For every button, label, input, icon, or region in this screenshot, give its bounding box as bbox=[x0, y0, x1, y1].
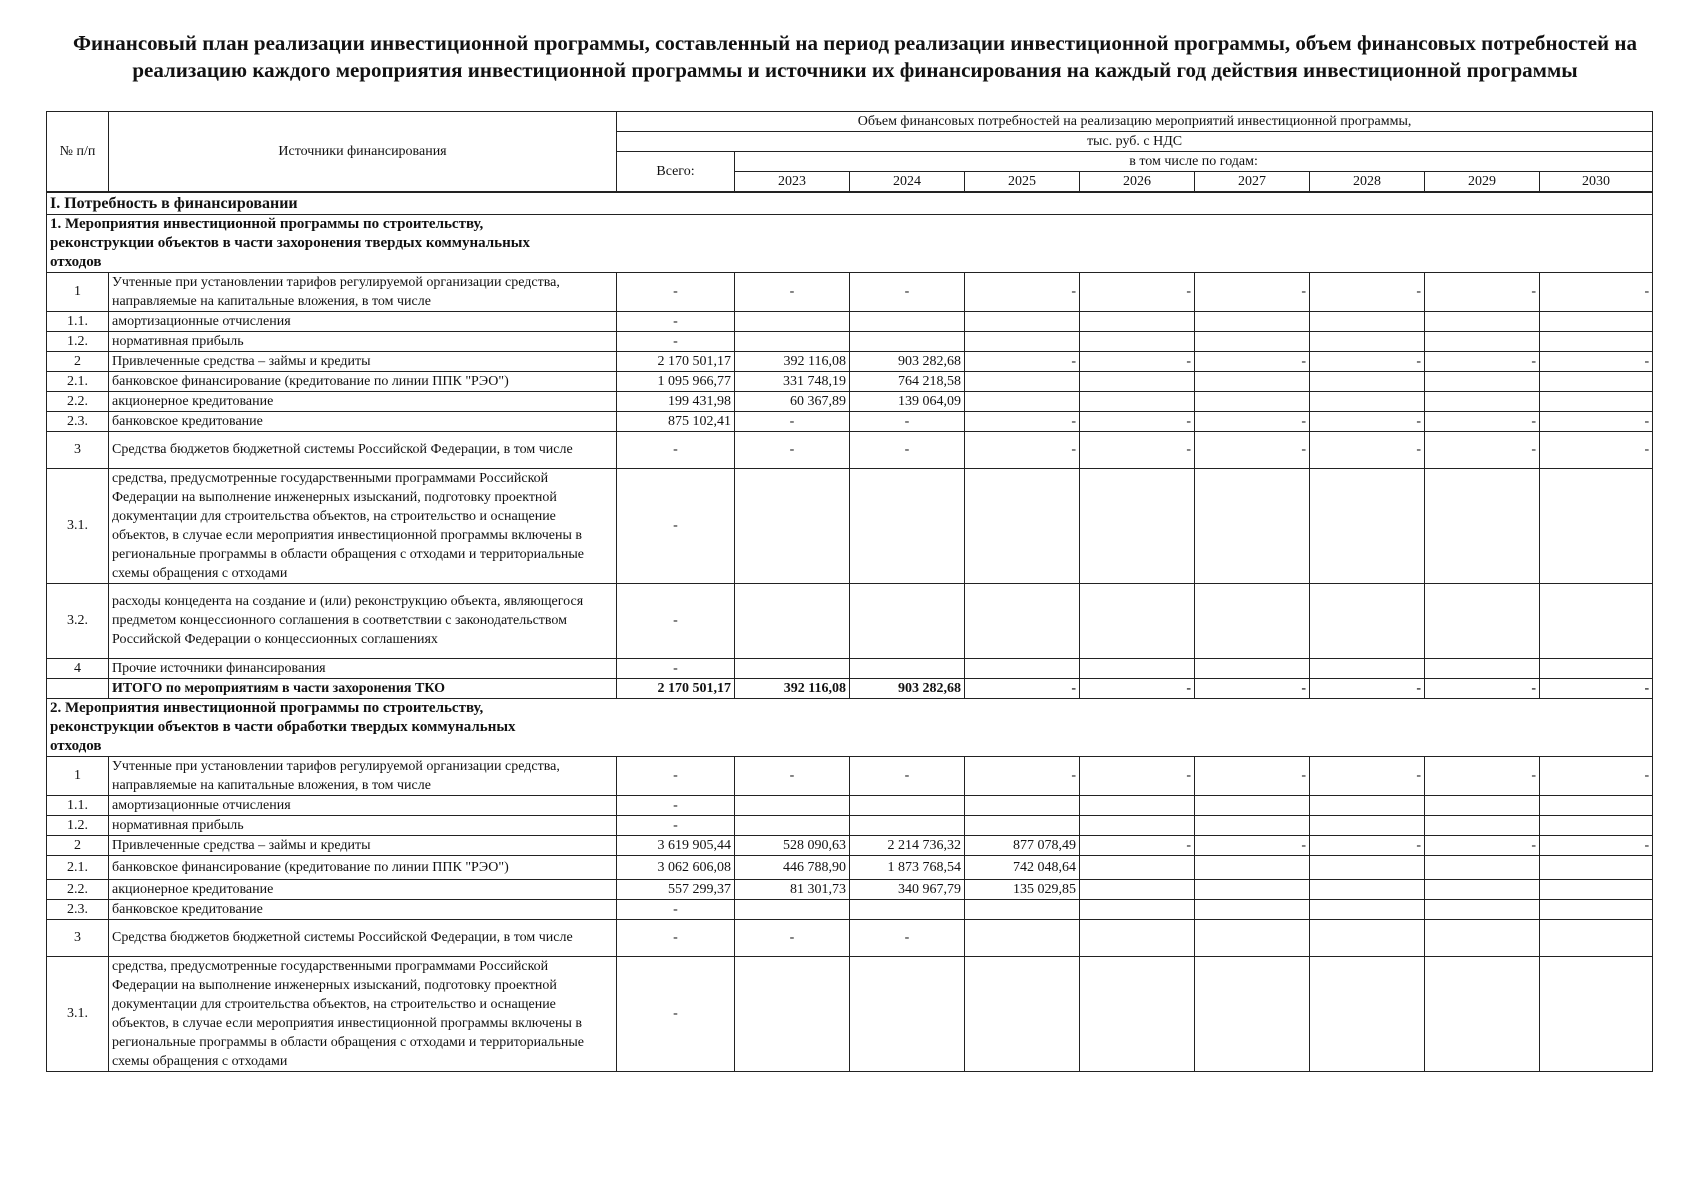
row-total: 3 062 606,08 bbox=[617, 855, 735, 879]
row-year-value bbox=[1080, 795, 1195, 815]
row-year-value: 764 218,58 bbox=[850, 371, 965, 391]
row-number: 2.3. bbox=[47, 899, 109, 919]
row-year-value bbox=[735, 795, 850, 815]
row-year-value bbox=[1310, 371, 1425, 391]
row-year-value: 742 048,64 bbox=[965, 855, 1080, 879]
row-year-value bbox=[1195, 879, 1310, 899]
row-source-label: Учтенные при установлении тарифов регулируемой организации средства, направляемые на капитальные вложения, в том числе bbox=[109, 756, 617, 795]
row-number: 2.1. bbox=[47, 371, 109, 391]
row-year-value: - bbox=[735, 272, 850, 311]
row-year-value bbox=[1425, 331, 1540, 351]
row-year-value: - bbox=[850, 756, 965, 795]
row-year-value bbox=[1080, 919, 1195, 956]
row-year-value: - bbox=[1195, 835, 1310, 855]
row-number: 1.1. bbox=[47, 795, 109, 815]
row-total: - bbox=[617, 756, 735, 795]
row-year-value bbox=[1540, 795, 1653, 815]
row-year-value bbox=[735, 311, 850, 331]
row-source-label: банковское финансирование (кредитование по линии ППК "РЭО") bbox=[109, 371, 617, 391]
table-row bbox=[47, 311, 1653, 331]
row-year-value bbox=[1080, 331, 1195, 351]
row-number: 3 bbox=[47, 431, 109, 468]
row-year-value: - bbox=[1080, 431, 1195, 468]
row-year-value bbox=[1540, 391, 1653, 411]
row-year-value bbox=[1195, 855, 1310, 879]
table-row bbox=[47, 756, 1653, 795]
row-year-value bbox=[1080, 658, 1195, 678]
row-year-value bbox=[1425, 371, 1540, 391]
table-row bbox=[47, 815, 1653, 835]
row-year-value: 60 367,89 bbox=[735, 391, 850, 411]
row-year-value bbox=[1080, 855, 1195, 879]
row-year-value bbox=[1310, 331, 1425, 351]
row-year-value bbox=[1080, 391, 1195, 411]
row-year-value: - bbox=[1425, 835, 1540, 855]
group-title-text: 2. Мероприятия инвестиционной программы по строительству, реконструкции объектов в части обработки твердых коммунальных отходов bbox=[50, 699, 516, 754]
table-row bbox=[47, 956, 1653, 1071]
row-year-value bbox=[1540, 879, 1653, 899]
row-year-value bbox=[1080, 815, 1195, 835]
row-total: - bbox=[617, 899, 735, 919]
row-year-value bbox=[1425, 879, 1540, 899]
row-total: 2 170 501,17 bbox=[617, 351, 735, 371]
section-title: I. Потребность в финансировании bbox=[47, 192, 1653, 214]
row-year-value bbox=[1540, 919, 1653, 956]
row-year-value: - bbox=[1540, 756, 1653, 795]
row-total: 2 170 501,17 bbox=[617, 678, 735, 698]
table-row bbox=[47, 411, 1653, 431]
row-year-value bbox=[1425, 956, 1540, 1071]
table-row bbox=[47, 272, 1653, 311]
row-year-value bbox=[1195, 795, 1310, 815]
row-year-value bbox=[735, 468, 850, 583]
table-row bbox=[47, 331, 1653, 351]
row-source-label: акционерное кредитование bbox=[109, 391, 617, 411]
row-total: - bbox=[617, 956, 735, 1071]
row-year-value: 392 116,08 bbox=[735, 678, 850, 698]
row-year-value bbox=[1540, 956, 1653, 1071]
row-year-value bbox=[1195, 391, 1310, 411]
row-year-value bbox=[1310, 879, 1425, 899]
row-year-value: 903 282,68 bbox=[850, 678, 965, 698]
row-year-value: - bbox=[1195, 678, 1310, 698]
header-by-years: в том числе по годам: bbox=[735, 152, 1653, 172]
row-year-value: - bbox=[850, 919, 965, 956]
row-year-value: - bbox=[850, 272, 965, 311]
row-year-value bbox=[1195, 331, 1310, 351]
row-number: 2.3. bbox=[47, 411, 109, 431]
row-year-value bbox=[1310, 468, 1425, 583]
row-year-value bbox=[850, 899, 965, 919]
row-year-value: - bbox=[1195, 431, 1310, 468]
row-year-value bbox=[1540, 311, 1653, 331]
row-year-value: 139 064,09 bbox=[850, 391, 965, 411]
row-year-value bbox=[1310, 583, 1425, 658]
row-year-value bbox=[965, 583, 1080, 658]
row-year-value bbox=[1310, 391, 1425, 411]
row-year-value bbox=[1425, 311, 1540, 331]
row-year-value bbox=[1195, 468, 1310, 583]
row-year-value bbox=[735, 583, 850, 658]
row-total: - bbox=[617, 331, 735, 351]
table-body bbox=[47, 192, 1653, 1071]
row-total: - bbox=[617, 311, 735, 331]
table-row bbox=[47, 658, 1653, 678]
row-year-value bbox=[1425, 658, 1540, 678]
row-year-value: - bbox=[850, 431, 965, 468]
row-year-value: - bbox=[965, 678, 1080, 698]
row-year-value: - bbox=[735, 756, 850, 795]
row-year-value: - bbox=[965, 411, 1080, 431]
row-source-label: банковское кредитование bbox=[109, 899, 617, 919]
header-year: 2026 bbox=[1080, 172, 1195, 193]
row-year-value bbox=[850, 311, 965, 331]
row-year-value: - bbox=[1195, 411, 1310, 431]
financial-plan-table bbox=[46, 111, 1653, 1072]
row-year-value: - bbox=[1310, 351, 1425, 371]
table-row bbox=[47, 351, 1653, 371]
row-year-value: 81 301,73 bbox=[735, 879, 850, 899]
header-year: 2024 bbox=[850, 172, 965, 193]
row-year-value bbox=[850, 956, 965, 1071]
row-year-value: - bbox=[1425, 411, 1540, 431]
row-source-label: Средства бюджетов бюджетной системы Российской Федерации, в том числе bbox=[109, 431, 617, 468]
row-year-value: - bbox=[965, 431, 1080, 468]
table-row bbox=[47, 855, 1653, 879]
table-row bbox=[47, 678, 1653, 698]
header-total: Всего: bbox=[617, 152, 735, 193]
row-year-value: - bbox=[1540, 835, 1653, 855]
row-year-value bbox=[965, 371, 1080, 391]
row-number: 1 bbox=[47, 756, 109, 795]
row-number: 3.2. bbox=[47, 583, 109, 658]
row-number: 2 bbox=[47, 835, 109, 855]
row-year-value bbox=[1425, 855, 1540, 879]
header-volume: Объем финансовых потребностей на реализацию мероприятий инвестиционной программы, bbox=[617, 112, 1653, 132]
row-source-label: средства, предусмотренные государственными программами Российской Федерации на выполнение инженерных изысканий, подготовку проектной документации для строительства объектов, на строительство и оснащение объектов, в случае если мероприятия инвестиционной программы включены в региональные программы в области обращения с отходами и территориальные схемы обращения с отходами bbox=[109, 468, 617, 583]
row-number: 2.2. bbox=[47, 391, 109, 411]
row-source-label: Привлеченные средства – займы и кредиты bbox=[109, 351, 617, 371]
table-row bbox=[47, 899, 1653, 919]
row-year-value bbox=[1310, 795, 1425, 815]
row-year-value: - bbox=[735, 919, 850, 956]
row-year-value bbox=[965, 956, 1080, 1071]
row-year-value: - bbox=[735, 411, 850, 431]
row-year-value bbox=[1080, 468, 1195, 583]
row-year-value bbox=[965, 468, 1080, 583]
row-number: 1.2. bbox=[47, 815, 109, 835]
row-year-value: - bbox=[1425, 351, 1540, 371]
row-year-value bbox=[1310, 956, 1425, 1071]
header-year: 2027 bbox=[1195, 172, 1310, 193]
row-year-value: - bbox=[1540, 678, 1653, 698]
table-row bbox=[47, 919, 1653, 956]
row-number: 2.1. bbox=[47, 855, 109, 879]
row-year-value bbox=[1425, 583, 1540, 658]
row-year-value: - bbox=[1310, 835, 1425, 855]
row-year-value: - bbox=[965, 351, 1080, 371]
row-year-value: - bbox=[1310, 678, 1425, 698]
row-source-label: амортизационные отчисления bbox=[109, 795, 617, 815]
row-year-value: 877 078,49 bbox=[965, 835, 1080, 855]
row-year-value: 340 967,79 bbox=[850, 879, 965, 899]
row-year-value bbox=[1425, 815, 1540, 835]
table-row bbox=[47, 879, 1653, 899]
row-year-value: 903 282,68 bbox=[850, 351, 965, 371]
row-total: - bbox=[617, 795, 735, 815]
row-year-value bbox=[1310, 815, 1425, 835]
row-year-value bbox=[1195, 583, 1310, 658]
row-number bbox=[47, 678, 109, 698]
header-year: 2023 bbox=[735, 172, 850, 193]
row-year-value: - bbox=[1425, 431, 1540, 468]
row-year-value bbox=[1425, 795, 1540, 815]
group-title bbox=[47, 698, 1653, 756]
row-year-value bbox=[1080, 371, 1195, 391]
row-year-value bbox=[850, 468, 965, 583]
row-year-value: - bbox=[1540, 431, 1653, 468]
row-total: 557 299,37 bbox=[617, 879, 735, 899]
row-year-value bbox=[735, 899, 850, 919]
row-year-value: - bbox=[1080, 756, 1195, 795]
row-total: - bbox=[617, 815, 735, 835]
table-row bbox=[47, 583, 1653, 658]
row-total: - bbox=[617, 583, 735, 658]
row-number: 2.2. bbox=[47, 879, 109, 899]
row-year-value: - bbox=[735, 431, 850, 468]
row-year-value bbox=[1310, 919, 1425, 956]
row-year-value: - bbox=[1080, 678, 1195, 698]
row-year-value bbox=[1425, 899, 1540, 919]
row-year-value bbox=[965, 795, 1080, 815]
page-title: Финансовый план реализации инвестиционной программы, составленный на период реализации инвестиционной программы, объем финансовых потребностей на реализацию каждого мероприятия инвестиционной программы и источники их финансирования на каждый год действия инвестиционной программы bbox=[72, 31, 1637, 82]
row-year-value: 1 873 768,54 bbox=[850, 855, 965, 879]
row-source-label: Прочие источники финансирования bbox=[109, 658, 617, 678]
row-year-value: 331 748,19 bbox=[735, 371, 850, 391]
row-year-value: 446 788,90 bbox=[735, 855, 850, 879]
row-number: 1.1. bbox=[47, 311, 109, 331]
row-total: - bbox=[617, 919, 735, 956]
row-year-value bbox=[1195, 658, 1310, 678]
row-year-value bbox=[1540, 583, 1653, 658]
group-title bbox=[47, 214, 1653, 272]
row-year-value bbox=[850, 583, 965, 658]
row-year-value: - bbox=[1540, 351, 1653, 371]
row-year-value: - bbox=[1195, 351, 1310, 371]
table-row bbox=[47, 835, 1653, 855]
row-year-value bbox=[1080, 899, 1195, 919]
row-year-value: 2 214 736,32 bbox=[850, 835, 965, 855]
row-source-label: нормативная прибыль bbox=[109, 815, 617, 835]
row-year-value bbox=[1310, 658, 1425, 678]
row-year-value: 392 116,08 bbox=[735, 351, 850, 371]
row-year-value bbox=[1425, 391, 1540, 411]
header-year: 2030 bbox=[1540, 172, 1653, 193]
row-source-label: Учтенные при установлении тарифов регулируемой организации средства, направляемые на капитальные вложения, в том числе bbox=[109, 272, 617, 311]
row-source-label: банковское кредитование bbox=[109, 411, 617, 431]
row-year-value bbox=[1195, 956, 1310, 1071]
table-row bbox=[47, 391, 1653, 411]
row-year-value bbox=[1540, 855, 1653, 879]
row-year-value bbox=[1080, 583, 1195, 658]
row-number: 2 bbox=[47, 351, 109, 371]
row-year-value bbox=[965, 311, 1080, 331]
row-year-value bbox=[850, 815, 965, 835]
row-year-value: - bbox=[1310, 272, 1425, 311]
row-year-value bbox=[735, 658, 850, 678]
row-year-value bbox=[1540, 468, 1653, 583]
row-year-value bbox=[1540, 658, 1653, 678]
row-total: 1 095 966,77 bbox=[617, 371, 735, 391]
row-year-value bbox=[735, 815, 850, 835]
row-year-value bbox=[1195, 311, 1310, 331]
row-year-value bbox=[1080, 311, 1195, 331]
row-year-value: - bbox=[1425, 678, 1540, 698]
row-year-value bbox=[965, 331, 1080, 351]
table-row bbox=[47, 795, 1653, 815]
row-year-value: - bbox=[1080, 835, 1195, 855]
row-year-value bbox=[1540, 815, 1653, 835]
row-total: 875 102,41 bbox=[617, 411, 735, 431]
row-year-value bbox=[1195, 815, 1310, 835]
row-year-value bbox=[965, 815, 1080, 835]
row-number: 4 bbox=[47, 658, 109, 678]
row-year-value: 135 029,85 bbox=[965, 879, 1080, 899]
row-year-value bbox=[1080, 956, 1195, 1071]
row-year-value: - bbox=[1310, 411, 1425, 431]
group-title-text: 1. Мероприятия инвестиционной программы по строительству, реконструкции объектов в части захоронения твердых коммунальных отходов bbox=[50, 215, 530, 270]
row-total: 199 431,98 bbox=[617, 391, 735, 411]
row-source-label: расходы концедента на создание и (или) реконструкцию объекта, являющегося предметом концессионного соглашения в соответствии с законодательством Российской Федерации о концессионных соглашениях bbox=[109, 583, 617, 658]
table-header bbox=[47, 112, 1653, 193]
row-year-value: - bbox=[1080, 272, 1195, 311]
row-year-value bbox=[850, 658, 965, 678]
row-year-value bbox=[965, 391, 1080, 411]
header-year: 2025 bbox=[965, 172, 1080, 193]
row-year-value bbox=[1310, 899, 1425, 919]
row-year-value: - bbox=[1195, 756, 1310, 795]
row-number: 1 bbox=[47, 272, 109, 311]
row-year-value: - bbox=[1425, 272, 1540, 311]
row-year-value bbox=[1310, 311, 1425, 331]
row-source-label: амортизационные отчисления bbox=[109, 311, 617, 331]
header-year: 2029 bbox=[1425, 172, 1540, 193]
row-year-value: - bbox=[1425, 756, 1540, 795]
row-total: - bbox=[617, 272, 735, 311]
row-year-value bbox=[850, 331, 965, 351]
row-total: 3 619 905,44 bbox=[617, 835, 735, 855]
row-source-label: Привлеченные средства – займы и кредиты bbox=[109, 835, 617, 855]
row-year-value bbox=[1540, 331, 1653, 351]
row-year-value: 528 090,63 bbox=[735, 835, 850, 855]
row-year-value bbox=[1540, 371, 1653, 391]
header-year: 2028 bbox=[1310, 172, 1425, 193]
row-source-label: средства, предусмотренные государственными программами Российской Федерации на выполнение инженерных изысканий, подготовку проектной документации для строительства объектов, на строительство и оснащение объектов, в случае если мероприятия инвестиционной программы включены в региональные программы в области обращения с отходами и территориальные схемы обращения с отходами bbox=[109, 956, 617, 1071]
row-year-value bbox=[1195, 919, 1310, 956]
row-source-label: Средства бюджетов бюджетной системы Российской Федерации, в том числе bbox=[109, 919, 617, 956]
row-number: 3 bbox=[47, 919, 109, 956]
row-year-value: - bbox=[1310, 756, 1425, 795]
row-year-value bbox=[1310, 855, 1425, 879]
row-number: 3.1. bbox=[47, 468, 109, 583]
row-year-value bbox=[1425, 468, 1540, 583]
row-number: 1.2. bbox=[47, 331, 109, 351]
header-num: № п/п bbox=[47, 112, 109, 193]
row-year-value bbox=[1080, 879, 1195, 899]
row-year-value bbox=[735, 956, 850, 1071]
row-year-value bbox=[735, 331, 850, 351]
header-unit: тыс. руб. с НДС bbox=[617, 132, 1653, 152]
row-year-value bbox=[1425, 919, 1540, 956]
row-year-value bbox=[1195, 899, 1310, 919]
row-year-value: - bbox=[850, 411, 965, 431]
row-total: - bbox=[617, 658, 735, 678]
row-year-value: - bbox=[1540, 272, 1653, 311]
row-source-label: ИТОГО по мероприятиям в части захоронения ТКО bbox=[109, 678, 617, 698]
row-source-label: акционерное кредитование bbox=[109, 879, 617, 899]
row-number: 3.1. bbox=[47, 956, 109, 1071]
row-year-value bbox=[850, 795, 965, 815]
row-year-value: - bbox=[1080, 351, 1195, 371]
table-row bbox=[47, 371, 1653, 391]
row-year-value bbox=[1195, 371, 1310, 391]
row-year-value: - bbox=[1080, 411, 1195, 431]
row-total: - bbox=[617, 468, 735, 583]
table-row bbox=[47, 431, 1653, 468]
row-year-value: - bbox=[965, 756, 1080, 795]
row-year-value: - bbox=[965, 272, 1080, 311]
row-source-label: нормативная прибыль bbox=[109, 331, 617, 351]
row-year-value bbox=[965, 658, 1080, 678]
table-row bbox=[47, 468, 1653, 583]
row-total: - bbox=[617, 431, 735, 468]
row-year-value: - bbox=[1195, 272, 1310, 311]
row-year-value bbox=[965, 899, 1080, 919]
row-year-value bbox=[965, 919, 1080, 956]
row-year-value: - bbox=[1540, 411, 1653, 431]
row-year-value: - bbox=[1310, 431, 1425, 468]
row-source-label: банковское финансирование (кредитование по линии ППК "РЭО") bbox=[109, 855, 617, 879]
row-year-value bbox=[1540, 899, 1653, 919]
header-sources: Источники финансирования bbox=[109, 112, 617, 193]
